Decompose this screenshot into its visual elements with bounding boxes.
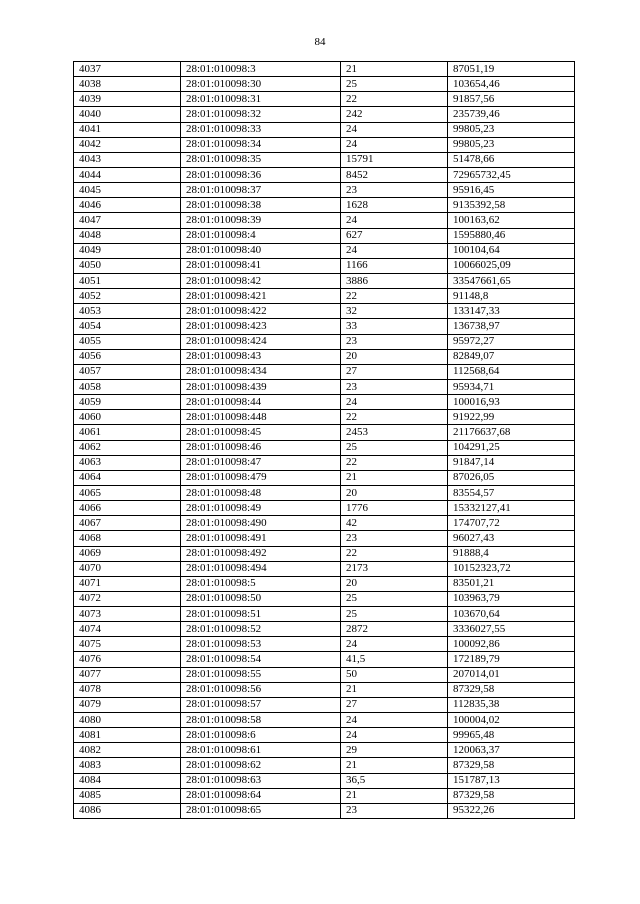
value-cell: 95322,26 — [448, 803, 575, 818]
row-number-cell: 4085 — [74, 788, 181, 803]
cadastral-number-cell: 28:01:010098:51 — [181, 607, 341, 622]
row-number-cell: 4051 — [74, 273, 181, 288]
value-cell: 95916,45 — [448, 183, 575, 198]
area-cell: 627 — [341, 228, 448, 243]
row-number-cell: 4063 — [74, 455, 181, 470]
area-cell: 50 — [341, 667, 448, 682]
value-cell: 103963,79 — [448, 591, 575, 606]
cadastral-number-cell: 28:01:010098:41 — [181, 258, 341, 273]
row-number-cell: 4061 — [74, 425, 181, 440]
area-cell: 20 — [341, 349, 448, 364]
cadastral-number-cell: 28:01:010098:52 — [181, 622, 341, 637]
cadastral-number-cell: 28:01:010098:40 — [181, 243, 341, 258]
area-cell: 24 — [341, 213, 448, 228]
cadastral-number-cell: 28:01:010098:490 — [181, 516, 341, 531]
row-number-cell: 4057 — [74, 364, 181, 379]
row-number-cell: 4056 — [74, 349, 181, 364]
table-row — [74, 304, 575, 319]
area-cell: 42 — [341, 516, 448, 531]
area-cell: 1166 — [341, 258, 448, 273]
cadastral-number-cell: 28:01:010098:448 — [181, 410, 341, 425]
table-row — [74, 561, 575, 576]
area-cell: 24 — [341, 395, 448, 410]
table-row — [74, 258, 575, 273]
cadastral-number-cell: 28:01:010098:53 — [181, 637, 341, 652]
value-cell: 174707,72 — [448, 516, 575, 531]
table-row — [74, 167, 575, 182]
row-number-cell: 4046 — [74, 198, 181, 213]
cadastral-number-cell: 28:01:010098:37 — [181, 183, 341, 198]
table-row — [74, 803, 575, 818]
table-row — [74, 92, 575, 107]
cadastral-number-cell: 28:01:010098:45 — [181, 425, 341, 440]
value-cell: 103654,46 — [448, 77, 575, 92]
cadastral-number-cell: 28:01:010098:44 — [181, 395, 341, 410]
cadastral-number-cell: 28:01:010098:479 — [181, 470, 341, 485]
value-cell: 15332127,41 — [448, 501, 575, 516]
area-cell: 24 — [341, 713, 448, 728]
value-cell: 100104,64 — [448, 243, 575, 258]
cadastral-number-cell: 28:01:010098:4 — [181, 228, 341, 243]
area-cell: 21 — [341, 62, 448, 77]
value-cell: 207014,01 — [448, 667, 575, 682]
table-body — [74, 62, 575, 819]
cadastral-number-cell: 28:01:010098:63 — [181, 773, 341, 788]
row-number-cell: 4047 — [74, 213, 181, 228]
row-number-cell: 4067 — [74, 516, 181, 531]
row-number-cell: 4059 — [74, 395, 181, 410]
value-cell: 72965732,45 — [448, 167, 575, 182]
value-cell: 51478,66 — [448, 152, 575, 167]
area-cell: 24 — [341, 122, 448, 137]
value-cell: 151787,13 — [448, 773, 575, 788]
cadastral-number-cell: 28:01:010098:55 — [181, 667, 341, 682]
cadastral-number-cell: 28:01:010098:46 — [181, 440, 341, 455]
row-number-cell: 4048 — [74, 228, 181, 243]
cadastral-number-cell: 28:01:010098:34 — [181, 137, 341, 152]
table-row — [74, 576, 575, 591]
table-row — [74, 273, 575, 288]
row-number-cell: 4075 — [74, 637, 181, 652]
table-row — [74, 743, 575, 758]
table-row — [74, 788, 575, 803]
cadastral-number-cell: 28:01:010098:48 — [181, 485, 341, 500]
cadastral-number-cell: 28:01:010098:35 — [181, 152, 341, 167]
area-cell: 25 — [341, 440, 448, 455]
cadastral-number-cell: 28:01:010098:38 — [181, 198, 341, 213]
area-cell: 8452 — [341, 167, 448, 182]
row-number-cell: 4053 — [74, 304, 181, 319]
area-cell: 22 — [341, 455, 448, 470]
value-cell: 10152323,72 — [448, 561, 575, 576]
cadastral-number-cell: 28:01:010098:422 — [181, 304, 341, 319]
cadastral-number-cell: 28:01:010098:492 — [181, 546, 341, 561]
table-row — [74, 773, 575, 788]
area-cell: 23 — [341, 183, 448, 198]
area-cell: 27 — [341, 697, 448, 712]
cadastral-number-cell: 28:01:010098:50 — [181, 591, 341, 606]
row-number-cell: 4078 — [74, 682, 181, 697]
area-cell: 29 — [341, 743, 448, 758]
area-cell: 23 — [341, 334, 448, 349]
area-cell: 242 — [341, 107, 448, 122]
table-row — [74, 410, 575, 425]
table-row — [74, 546, 575, 561]
cadastral-number-cell: 28:01:010098:5 — [181, 576, 341, 591]
table-row — [74, 62, 575, 77]
row-number-cell: 4070 — [74, 561, 181, 576]
cadastral-number-cell: 28:01:010098:39 — [181, 213, 341, 228]
value-cell: 91857,56 — [448, 92, 575, 107]
value-cell: 83554,57 — [448, 485, 575, 500]
table-row — [74, 349, 575, 364]
cadastral-number-cell: 28:01:010098:3 — [181, 62, 341, 77]
area-cell: 41,5 — [341, 652, 448, 667]
row-number-cell: 4037 — [74, 62, 181, 77]
value-cell: 87051,19 — [448, 62, 575, 77]
table-row — [74, 667, 575, 682]
table-row — [74, 289, 575, 304]
row-number-cell: 4038 — [74, 77, 181, 92]
table-row — [74, 516, 575, 531]
cadastral-number-cell: 28:01:010098:61 — [181, 743, 341, 758]
value-cell: 33547661,65 — [448, 273, 575, 288]
area-cell: 23 — [341, 379, 448, 394]
row-number-cell: 4071 — [74, 576, 181, 591]
value-cell: 136738,97 — [448, 319, 575, 334]
row-number-cell: 4083 — [74, 758, 181, 773]
row-number-cell: 4039 — [74, 92, 181, 107]
table-row — [74, 228, 575, 243]
row-number-cell: 4079 — [74, 697, 181, 712]
row-number-cell: 4062 — [74, 440, 181, 455]
table-row — [74, 152, 575, 167]
area-cell: 2872 — [341, 622, 448, 637]
area-cell: 20 — [341, 576, 448, 591]
table-row — [74, 107, 575, 122]
cadastral-number-cell: 28:01:010098:36 — [181, 167, 341, 182]
row-number-cell: 4052 — [74, 289, 181, 304]
area-cell: 15791 — [341, 152, 448, 167]
row-number-cell: 4065 — [74, 485, 181, 500]
cadastral-number-cell: 28:01:010098:423 — [181, 319, 341, 334]
value-cell: 99805,23 — [448, 137, 575, 152]
table-row — [74, 622, 575, 637]
table-row — [74, 183, 575, 198]
area-cell: 2453 — [341, 425, 448, 440]
area-cell: 21 — [341, 470, 448, 485]
row-number-cell: 4076 — [74, 652, 181, 667]
area-cell: 2173 — [341, 561, 448, 576]
area-cell: 24 — [341, 637, 448, 652]
value-cell: 91847,14 — [448, 455, 575, 470]
data-table — [73, 61, 575, 819]
cadastral-number-cell: 28:01:010098:54 — [181, 652, 341, 667]
area-cell: 22 — [341, 289, 448, 304]
table-row — [74, 470, 575, 485]
table-row — [74, 364, 575, 379]
value-cell: 133147,33 — [448, 304, 575, 319]
value-cell: 120063,37 — [448, 743, 575, 758]
row-number-cell: 4072 — [74, 591, 181, 606]
value-cell: 9135392,58 — [448, 198, 575, 213]
area-cell: 22 — [341, 546, 448, 561]
value-cell: 112568,64 — [448, 364, 575, 379]
table-row — [74, 758, 575, 773]
cadastral-number-cell: 28:01:010098:57 — [181, 697, 341, 712]
row-number-cell: 4041 — [74, 122, 181, 137]
table-row — [74, 425, 575, 440]
value-cell: 1595880,46 — [448, 228, 575, 243]
cadastral-number-cell: 28:01:010098:43 — [181, 349, 341, 364]
value-cell: 100016,93 — [448, 395, 575, 410]
row-number-cell: 4058 — [74, 379, 181, 394]
table-row — [74, 682, 575, 697]
cadastral-number-cell: 28:01:010098:30 — [181, 77, 341, 92]
area-cell: 21 — [341, 682, 448, 697]
row-number-cell: 4044 — [74, 167, 181, 182]
value-cell: 87026,05 — [448, 470, 575, 485]
cadastral-number-cell: 28:01:010098:56 — [181, 682, 341, 697]
area-cell: 24 — [341, 137, 448, 152]
cadastral-number-cell: 28:01:010098:494 — [181, 561, 341, 576]
value-cell: 21176637,68 — [448, 425, 575, 440]
row-number-cell: 4055 — [74, 334, 181, 349]
cadastral-number-cell: 28:01:010098:64 — [181, 788, 341, 803]
area-cell: 22 — [341, 92, 448, 107]
row-number-cell: 4064 — [74, 470, 181, 485]
table-row — [74, 379, 575, 394]
table-row — [74, 122, 575, 137]
table-row — [74, 652, 575, 667]
value-cell: 103670,64 — [448, 607, 575, 622]
value-cell: 99805,23 — [448, 122, 575, 137]
value-cell: 87329,58 — [448, 682, 575, 697]
row-number-cell: 4073 — [74, 607, 181, 622]
value-cell: 95972,27 — [448, 334, 575, 349]
cadastral-number-cell: 28:01:010098:31 — [181, 92, 341, 107]
value-cell: 100163,62 — [448, 213, 575, 228]
area-cell: 23 — [341, 531, 448, 546]
row-number-cell: 4081 — [74, 728, 181, 743]
area-cell: 1628 — [341, 198, 448, 213]
cadastral-number-cell: 28:01:010098:58 — [181, 713, 341, 728]
table-row — [74, 607, 575, 622]
page-number: 84 — [314, 36, 326, 48]
table-row — [74, 198, 575, 213]
value-cell: 172189,79 — [448, 652, 575, 667]
table-row — [74, 319, 575, 334]
cadastral-number-cell: 28:01:010098:421 — [181, 289, 341, 304]
table-row — [74, 697, 575, 712]
area-cell: 27 — [341, 364, 448, 379]
cadastral-number-cell: 28:01:010098:6 — [181, 728, 341, 743]
value-cell: 82849,07 — [448, 349, 575, 364]
area-cell: 33 — [341, 319, 448, 334]
table-row — [74, 243, 575, 258]
table-row — [74, 591, 575, 606]
value-cell: 87329,58 — [448, 758, 575, 773]
table-row — [74, 77, 575, 92]
table-row — [74, 713, 575, 728]
value-cell: 100092,86 — [448, 637, 575, 652]
row-number-cell: 4040 — [74, 107, 181, 122]
area-cell: 20 — [341, 485, 448, 500]
row-number-cell: 4082 — [74, 743, 181, 758]
row-number-cell: 4080 — [74, 713, 181, 728]
value-cell: 96027,43 — [448, 531, 575, 546]
cadastral-number-cell: 28:01:010098:62 — [181, 758, 341, 773]
value-cell: 235739,46 — [448, 107, 575, 122]
row-number-cell: 4049 — [74, 243, 181, 258]
row-number-cell: 4069 — [74, 546, 181, 561]
row-number-cell: 4066 — [74, 501, 181, 516]
table-row — [74, 455, 575, 470]
cadastral-number-cell: 28:01:010098:65 — [181, 803, 341, 818]
value-cell: 10066025,09 — [448, 258, 575, 273]
table-row — [74, 485, 575, 500]
cadastral-number-cell: 28:01:010098:434 — [181, 364, 341, 379]
table-row — [74, 728, 575, 743]
value-cell: 87329,58 — [448, 788, 575, 803]
value-cell: 91148,8 — [448, 289, 575, 304]
area-cell: 1776 — [341, 501, 448, 516]
table-row — [74, 213, 575, 228]
area-cell: 25 — [341, 607, 448, 622]
cadastral-number-cell: 28:01:010098:49 — [181, 501, 341, 516]
row-number-cell: 4074 — [74, 622, 181, 637]
value-cell: 91888,4 — [448, 546, 575, 561]
row-number-cell: 4060 — [74, 410, 181, 425]
table-row — [74, 395, 575, 410]
area-cell: 25 — [341, 591, 448, 606]
table-row — [74, 334, 575, 349]
area-cell: 3886 — [341, 273, 448, 288]
row-number-cell: 4077 — [74, 667, 181, 682]
area-cell: 36,5 — [341, 773, 448, 788]
area-cell: 21 — [341, 788, 448, 803]
area-cell: 25 — [341, 77, 448, 92]
value-cell: 95934,71 — [448, 379, 575, 394]
value-cell: 100004,02 — [448, 713, 575, 728]
cadastral-number-cell: 28:01:010098:33 — [181, 122, 341, 137]
table-row — [74, 501, 575, 516]
value-cell: 91922,99 — [448, 410, 575, 425]
row-number-cell: 4043 — [74, 152, 181, 167]
row-number-cell: 4045 — [74, 183, 181, 198]
area-cell: 24 — [341, 728, 448, 743]
value-cell: 3336027,55 — [448, 622, 575, 637]
cadastral-number-cell: 28:01:010098:42 — [181, 273, 341, 288]
value-cell: 112835,38 — [448, 697, 575, 712]
row-number-cell: 4042 — [74, 137, 181, 152]
row-number-cell: 4084 — [74, 773, 181, 788]
table-row — [74, 440, 575, 455]
table-row — [74, 137, 575, 152]
area-cell: 32 — [341, 304, 448, 319]
table-row — [74, 531, 575, 546]
row-number-cell: 4068 — [74, 531, 181, 546]
row-number-cell: 4086 — [74, 803, 181, 818]
value-cell: 83501,21 — [448, 576, 575, 591]
area-cell: 21 — [341, 758, 448, 773]
row-number-cell: 4054 — [74, 319, 181, 334]
area-cell: 22 — [341, 410, 448, 425]
cadastral-number-cell: 28:01:010098:491 — [181, 531, 341, 546]
area-cell: 24 — [341, 243, 448, 258]
value-cell: 104291,25 — [448, 440, 575, 455]
row-number-cell: 4050 — [74, 258, 181, 273]
cadastral-number-cell: 28:01:010098:32 — [181, 107, 341, 122]
table-row — [74, 637, 575, 652]
cadastral-number-cell: 28:01:010098:47 — [181, 455, 341, 470]
value-cell: 99965,48 — [448, 728, 575, 743]
cadastral-number-cell: 28:01:010098:439 — [181, 379, 341, 394]
area-cell: 23 — [341, 803, 448, 818]
cadastral-number-cell: 28:01:010098:424 — [181, 334, 341, 349]
